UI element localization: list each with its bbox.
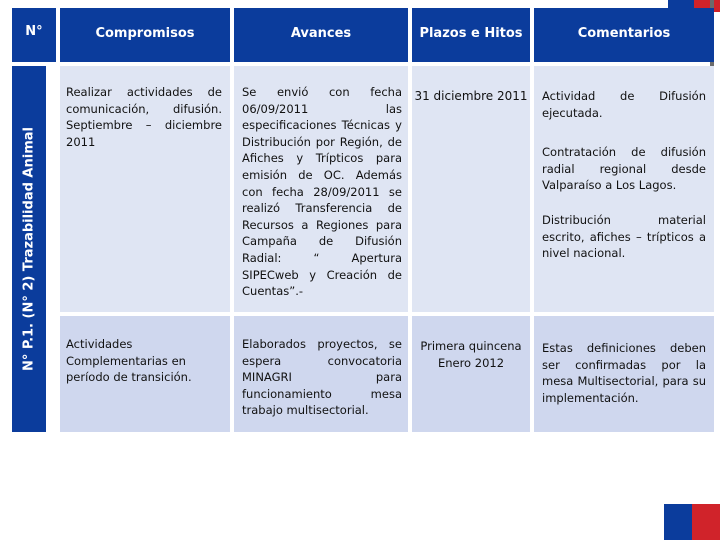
row1-compromiso: Realizar actividades de comunicación, difusión. Septiembre – diciembre 2011 [66,85,222,149]
row2-avance-cell [234,316,408,432]
row1-compromiso-cell [60,66,230,312]
row2-compromiso-cell [60,316,230,432]
side-label: N° P.1. (N° 2) Trazabilidad Animal [21,127,37,371]
flag-decoration-bottom [664,504,720,540]
row1-avance: Se envió con fecha 06/09/2011 las especificaciones Técnicas y Distribución por Región, de Afiches y Trípticos para emisión de OC. Además con fecha 28/09/2011 se realizó Transferencia de Recursos a Regiones para Campaña de Difusión Radial: “ Apertura SIPECweb y Creación de Cuentas”.- [242,85,402,299]
row1-plazo-cell [412,66,530,312]
header-comentarios: Comentarios [534,8,714,62]
row1-comentario-1: Actividad de Difusión ejecutada. [542,89,706,120]
row1-plazo: 31 diciembre 2011 [414,89,528,103]
row1-comentario-3: Distribución material escrito, afiches – trípticos a nivel nacional. [542,213,706,261]
row1-comentario-2: Contratación de difusión radial regional desde Valparaíso a Los Lagos. [542,145,706,193]
row2-comentario-1: Estas definiciones deben ser confirmadas por la mesa Multisectorial, para su implementación. [542,341,706,405]
commitments-table [12,8,714,432]
row2-compromiso: Actividades Complementarias en período de transición. [66,337,192,385]
side-label-cell [12,66,46,432]
header-plazos: Plazos e Hitos [412,8,530,62]
header-num: N° [12,8,56,62]
row2-plazo: Primera quincena Enero 2012 [420,339,522,370]
row1-comentarios-cell [534,66,714,312]
row2-avance: Elaborados proyectos, se espera convocatoria MINAGRI para funcionamiento mesa trabajo multisectorial. [242,337,402,418]
row2-comentarios-cell [534,316,714,432]
header-avances: Avances [234,8,408,62]
header-compromisos: Compromisos [60,8,230,62]
row2-plazo-cell [412,316,530,432]
row1-avance-cell [234,66,408,312]
